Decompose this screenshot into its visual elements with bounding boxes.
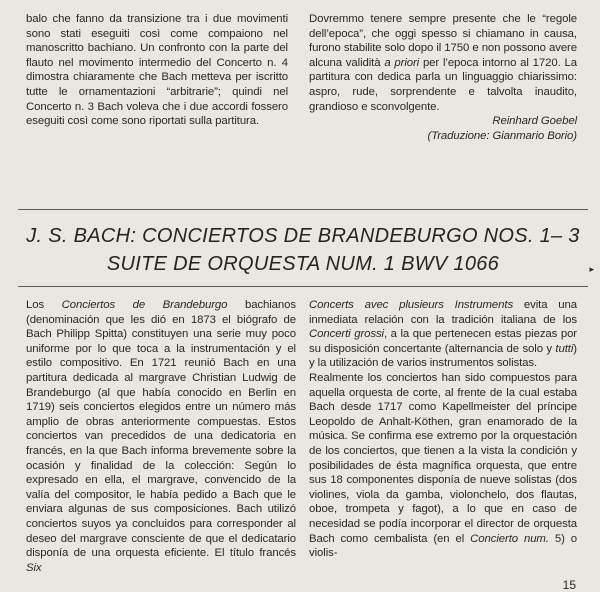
text-segment: bachianos (denominación que les dió en 1873 el biógrafo de Bach Philipp Spitta) constituyen una serie muy poco uniforme por lo que toca a la instrumentación y el estilo compositivo. En 1721 reunió Bach en una partitura dedicada al margrave Christian Ludwig de Brandeburgo (al que había conocido en Berlin en 1719) seis conciertos elegidos entre un número más amplio de obras anteriormente compuestas. Estos conciertos van precedidos de una dedicatoria en francés, en la que Bach informa brevemente sobre la ocasión y finalidad de la colección: Según lo expresado en ella, el margrave, convencido de la valía del compositor, le había pedido a Bach que le enviara algunas de sus composiciones. Bach utilizó conciertos suyos ya concluidos para corresponder al deseo del margrave consciente de que el dedicatario disponía de una orquesta eficiente. El título francés: [26, 299, 296, 560]
italic-segment: Conciertos de Brandeburgo: [61, 299, 228, 311]
italic-segment: tutti: [555, 342, 574, 355]
translator-credit: (Traduzione: Gianmario Borio): [427, 129, 577, 142]
spanish-text-column-left: [26, 298, 296, 575]
page-edge-marker: ▸: [589, 264, 594, 274]
spanish-paragraph: [26, 298, 296, 575]
italian-text-column-right: [309, 12, 577, 143]
text-segment: 5) o violis-: [309, 532, 577, 560]
text-segment: Los: [26, 299, 62, 311]
spanish-paragraph: [309, 298, 577, 371]
bottom-divider: [18, 286, 588, 287]
italian-text-column-left: [26, 12, 288, 129]
page-number: 15: [562, 578, 576, 592]
spanish-text-column-right: [309, 298, 577, 561]
italian-paragraph-end: [309, 12, 577, 114]
text-segment: Dovremmo tenere sempre presente che le “regole dell’epoca”, che oggi spesso si chiamano in causa, furono stabilite solo dopo il 1750 e non possono avere alcuna validità: [309, 13, 577, 69]
italian-paragraph: balo che fanno da transizione tra i due movimenti sono stati eseguiti così come compaiono nel manoscritto bachiano. Un confronto con la parte del flauto nel movimento intermedio del Concerto n. 4 dimostra chiaramente che Bach metteva per iscritto tutte le ornamentazioni “arbitrarie”; quindi nel Concerto n. 3 Bach voleva che i due accordi fossero eseguiti così come sono riportati sulla partitura.: [26, 13, 288, 128]
italic-segment: Concerti grossi: [309, 328, 384, 341]
italic-segment: Concerts avec plusieurs Instruments: [309, 299, 514, 311]
text-segment: evita una inmediata relación con la tradición italiana de los: [309, 299, 577, 326]
text-segment: Realmente los conciertos han sido compuestos para aquella orquesta de corte, al frente de la cual estaba Bach desde 1717 como Kapellmeister del príncipe Leopoldo de Anhalt-Köthen, gran enamorado de la música. Se confirma ese extremo por la orquestación de los conciertos, que tienen a la vista la condición y posibilidades de ésta magnífica orquesta, que entre sus 18 componentes disponía de nueve solistas (dos violines, viola da gamba, violonchelo, dos flautas, oboe, trompeta y fagot), a lo que en caso de necesidad se podía incorporar el director de orquesta Bach como cembalista (en el: [309, 371, 577, 545]
italic-segment: Concierto num.: [470, 532, 549, 545]
text-segment: ) y la utilización de varios instrumentos solistas.: [309, 342, 577, 370]
text-segment: per l’epoca intorno al 1720. La partitura con dedica parla un linguaggio chiarissimo: aspro, rude, sorprendente e talvolta inaudito, grandioso e sconvolgente.: [309, 56, 577, 113]
spanish-paragraph: [309, 371, 577, 561]
heading-line-2: SUITE DE ORQUESTA NUM. 1 BWV 1066: [106, 253, 500, 275]
section-heading: [18, 222, 588, 278]
top-divider: [18, 209, 588, 210]
heading-line-1: J. S. BACH: CONCIERTOS DE BRANDEBURGO NOS. 1– 3: [26, 225, 580, 247]
italic-segment: Six: [26, 561, 42, 574]
author-signature: Reinhard Goebel: [492, 115, 577, 128]
italic-segment: a priori: [384, 56, 420, 69]
text-segment: , a la que pertenecen estas piezas por su disposición concertante (alternancia de solo y: [309, 328, 577, 355]
